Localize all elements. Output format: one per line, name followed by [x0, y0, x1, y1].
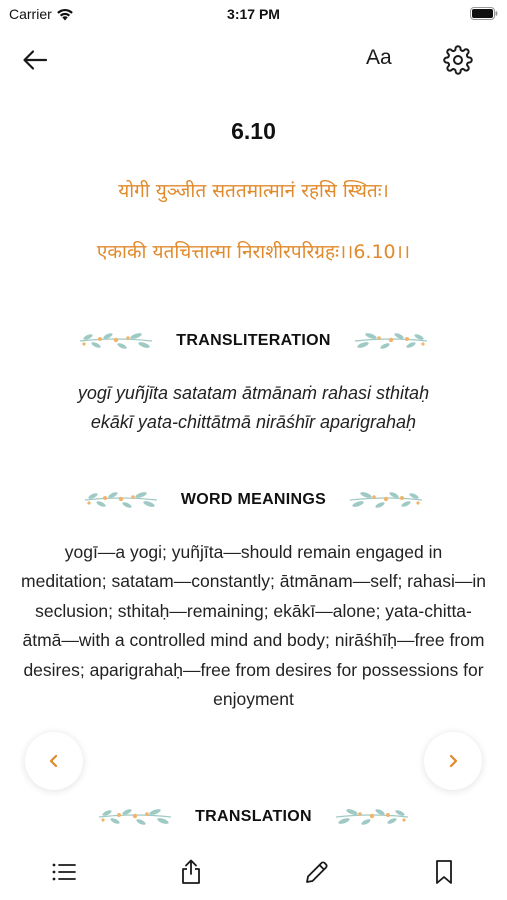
back-button[interactable]	[20, 46, 50, 74]
bookmark-icon	[434, 859, 454, 885]
settings-button[interactable]	[443, 45, 473, 75]
battery-icon	[470, 7, 498, 25]
word-meanings-text: yogī—a yogi; yuñjīta—should remain engaged in meditation; satatam—constantly; ātmānam—self; rahasi—in seclusion; sthitaḥ—remaining; ekākī—alone; yata-chitta-ātmā—with a controlled mind and body; nirāśhīḥ—free from desires; aparigrahaḥ—free from desires for possessions for enjoyment	[21, 542, 486, 710]
floral-ornament-icon	[348, 487, 424, 513]
arrow-left-icon	[22, 49, 48, 71]
floral-ornament-icon	[334, 804, 410, 830]
status-bar	[0, 0, 507, 30]
next-verse-button[interactable]	[424, 732, 482, 790]
word-meanings-header	[0, 486, 507, 514]
translation-header	[0, 803, 507, 831]
carrier-label: Carrier	[9, 6, 52, 22]
status-time: 3:17 PM	[227, 6, 280, 22]
translation-title: TRANSLATION	[195, 808, 312, 825]
verse-number: 6.10	[231, 118, 276, 144]
bottom-toolbar	[0, 850, 507, 894]
verse-list-button[interactable]	[50, 858, 78, 886]
transliteration-line-2: ekākī yata-chittātmā nirāśhīr aparigrahaḥ	[90, 412, 417, 432]
chevron-left-icon	[47, 754, 61, 768]
share-icon	[179, 859, 203, 885]
floral-ornament-icon	[97, 804, 173, 830]
list-icon	[51, 861, 77, 883]
floral-ornament-icon	[83, 487, 159, 513]
transliteration-title: TRANSLITERATION	[176, 332, 331, 349]
bookmark-button[interactable]	[430, 858, 458, 886]
transliteration-line-1: yogī yuñjīta satatam ātmānaṁ rahasi sthitaḥ	[77, 383, 430, 403]
floral-ornament-icon	[353, 328, 429, 354]
top-bar	[0, 38, 507, 82]
font-size-button[interactable]: Aa	[366, 46, 392, 69]
share-button[interactable]	[177, 858, 205, 886]
word-meanings-title: WORD MEANINGS	[180, 491, 327, 508]
edit-note-button[interactable]	[303, 858, 331, 886]
sanskrit-line-2: एकाकी यतचित्तात्मा निराशीरपरिग्रहः।।6.10।।	[96, 241, 411, 263]
gear-icon	[443, 45, 473, 75]
previous-verse-button[interactable]	[25, 732, 83, 790]
transliteration-header	[0, 327, 507, 355]
pencil-icon	[304, 859, 330, 885]
chevron-right-icon	[446, 754, 460, 768]
floral-ornament-icon	[78, 328, 154, 354]
sanskrit-line-1: योगी युञ्जीत सततमात्मानं रहसि स्थितः।	[118, 180, 389, 202]
